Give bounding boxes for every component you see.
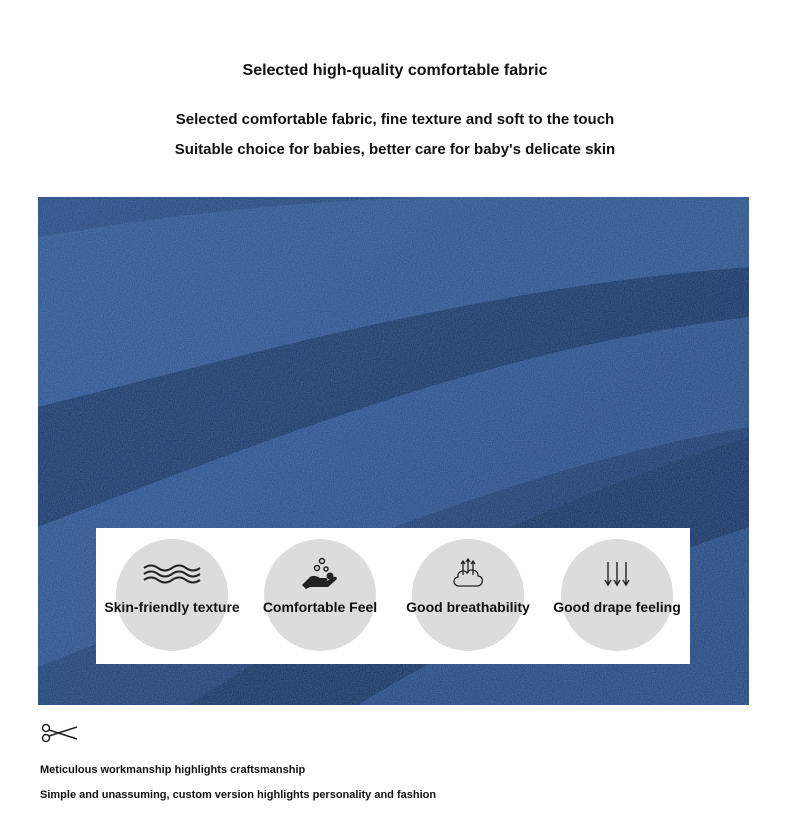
feature-skin-friendly — [104, 539, 240, 651]
feature-drape — [553, 539, 681, 651]
down-arrows-icon — [561, 557, 673, 591]
feature-label: Good breathability — [406, 599, 530, 615]
feature-panel — [96, 528, 690, 664]
subtitle-line-1: Selected comfortable fabric, fine texture and soft to the touch — [175, 111, 615, 128]
feature-label: Skin-friendly texture — [104, 599, 240, 615]
feature-label: Good drape feeling — [553, 599, 681, 615]
craft-line-2: Simple and unassuming, custom version highlights personality and fashion — [40, 789, 437, 801]
hand-bubbles-icon — [264, 557, 376, 591]
page-title: Selected high-quality comfortable fabric — [242, 62, 548, 79]
denim-fabric-photo — [38, 197, 749, 705]
feature-breathability — [406, 539, 530, 651]
cloud-arrows-icon — [412, 557, 524, 591]
feature-label: Comfortable Feel — [262, 599, 378, 615]
feature-comfortable-feel — [264, 539, 376, 651]
scissors-icon — [41, 722, 79, 744]
subtitle-line-2: Suitable choice for babies, better care for baby's delicate skin — [174, 141, 616, 158]
craft-line-1: Meticulous workmanship highlights craftsmanship — [40, 764, 306, 776]
waves-icon — [116, 557, 228, 591]
